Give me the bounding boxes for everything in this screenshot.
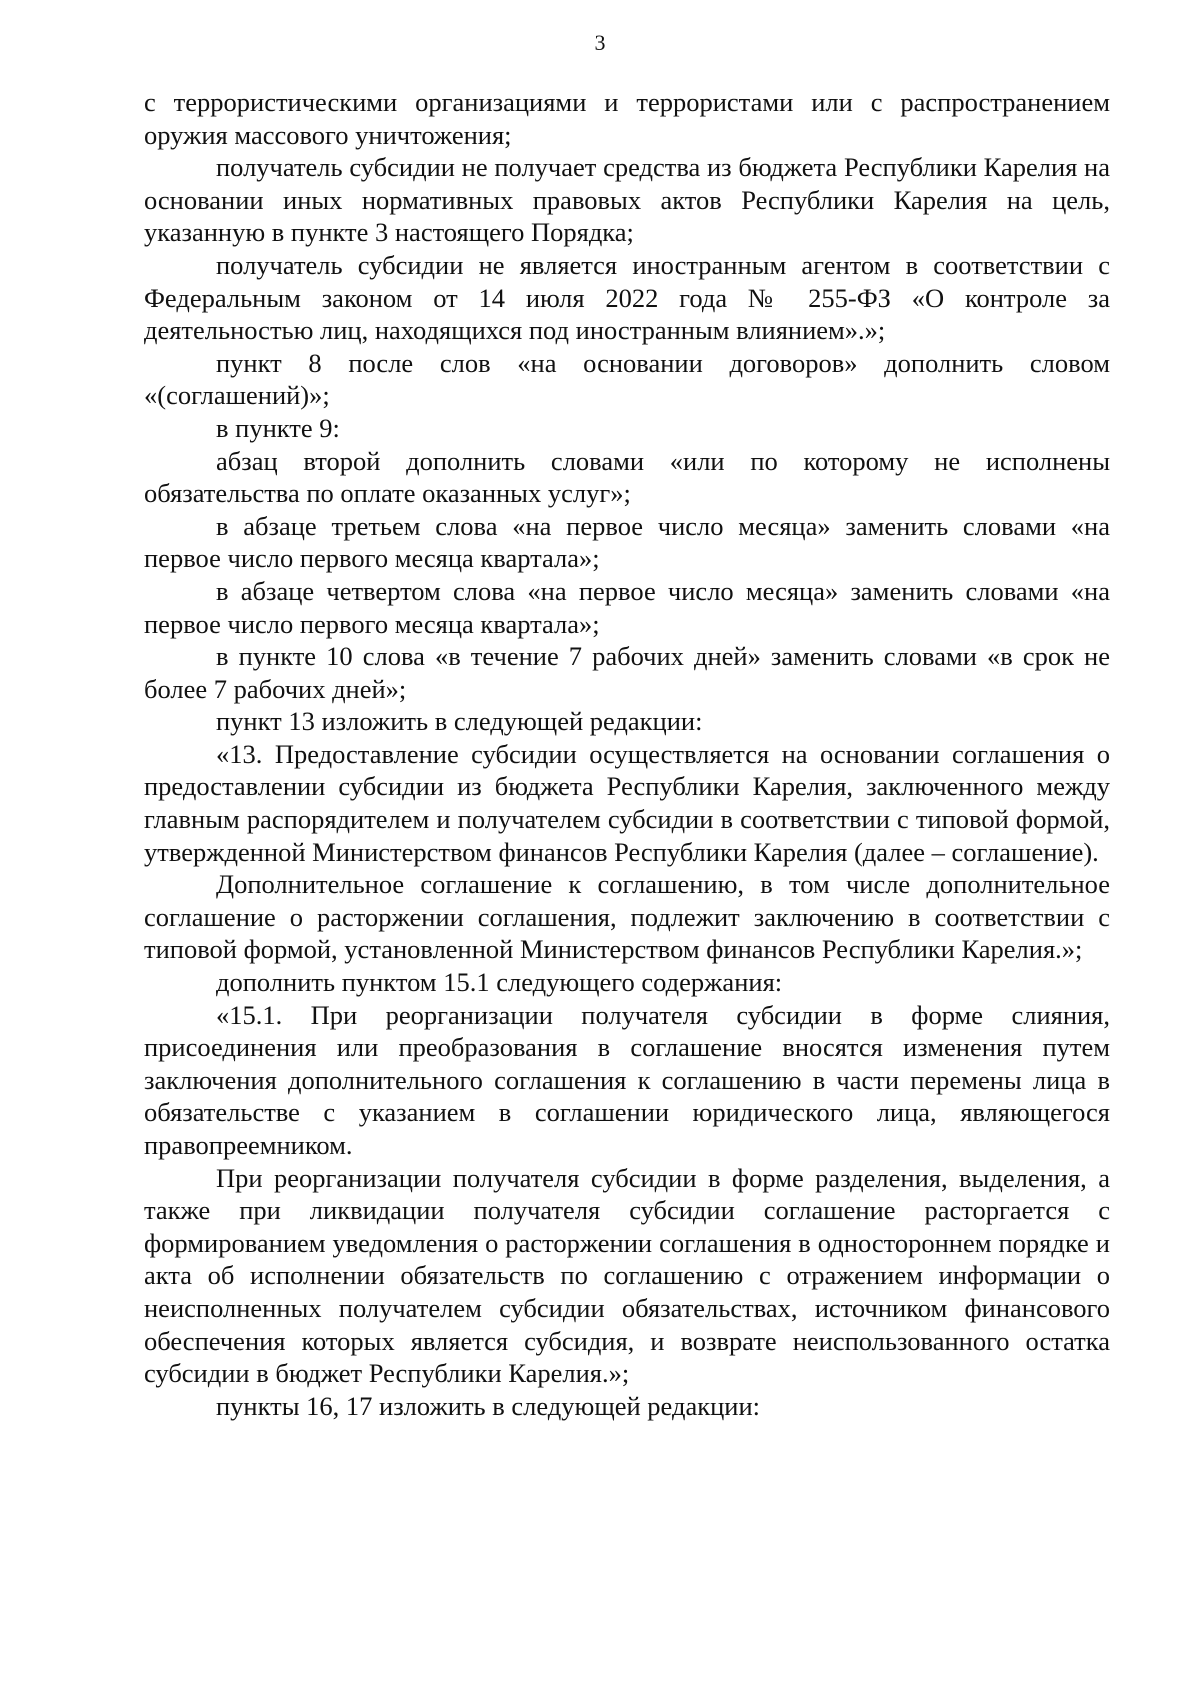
paragraph: пункты 16, 17 изложить в следующей редакции:	[216, 1390, 761, 1421]
paragraph: «13. Предоставление субсидии осуществляется на основании соглашения о предоставлении субсидии из бюджета Республики Карелия, заключенного между главным распорядителем и получателем субсидии в соответствии с типовой формой, утвержденной Министерством финансов Республики Карелия (далее – соглашение).	[144, 738, 1110, 867]
paragraph: получатель субсидии не является иностранным агентом в соответствии с Федеральным законом от 14 июля 2022 года № 255-ФЗ «О контроле за деятельностью лиц, находящихся под иностранным влиянием».»;	[144, 249, 1110, 346]
paragraph: Дополнительное соглашение к соглашению, в том числе дополнительное соглашение о расторжении соглашения, подлежит заключению в соответствии с типовой формой, установленной Министерством финансов Республики Карелия.»;	[144, 869, 1110, 965]
paragraph: При реорганизации получателя субсидии в форме разделения, выделения, а также при ликвидации получателя субсидии соглашение расторгается с формированием уведомления о расторжении соглашения в одностороннем порядке и акта об исполнении обязательств по соглашению с отражением информации о неисполненных получателем субсидии обязательствах, источником финансового обеспечения которых является субсидия, и возврате неиспользованного остатка субсидии в бюджет Республики Карелия.»;	[144, 1162, 1110, 1389]
paragraph: «15.1. При реорганизации получателя субсидии в форме слияния, присоединения или преобразования в соглашение вносятся изменения путем заключения дополнительного соглашения к соглашению в части перемены лица в обязательстве с указанием в соглашении юридического лица, являющегося правопреемником.	[144, 999, 1110, 1160]
paragraph: получатель субсидии не получает средства из бюджета Республики Карелия на основании иных нормативных правовых актов Республики Карелия на цель, указанную в пункте 3 настоящего Порядка;	[144, 152, 1110, 248]
paragraph: в абзаце третьем слова «на первое число месяца» заменить словами «на первое число первого месяца квартала»;	[144, 510, 1110, 574]
paragraph: в пункте 9:	[216, 412, 340, 443]
document-body	[144, 86, 1110, 1422]
page-number: 3	[594, 30, 606, 55]
paragraph: пункт 8 после слов «на основании договоров» дополнить словом «(соглашений)»;	[144, 347, 1110, 411]
paragraph: в абзаце четвертом слова «на первое число месяца» заменить словами «на первое число первого месяца квартала»;	[144, 575, 1110, 639]
paragraph: дополнить пунктом 15.1 следующего содержания:	[216, 967, 783, 998]
paragraph: абзац второй дополнить словами «или по которому не исполнены обязательства по оплате оказанных услуг»;	[144, 445, 1110, 509]
paragraph-continuation: с террористическими организациями и террористами или с распространением оружия массового уничтожения;	[144, 87, 1110, 150]
paragraph: в пункте 10 слова «в течение 7 рабочих дней» заменить словами «в срок не более 7 рабочих дней»;	[144, 641, 1110, 704]
paragraph: пункт 13 изложить в следующей редакции:	[216, 706, 703, 737]
